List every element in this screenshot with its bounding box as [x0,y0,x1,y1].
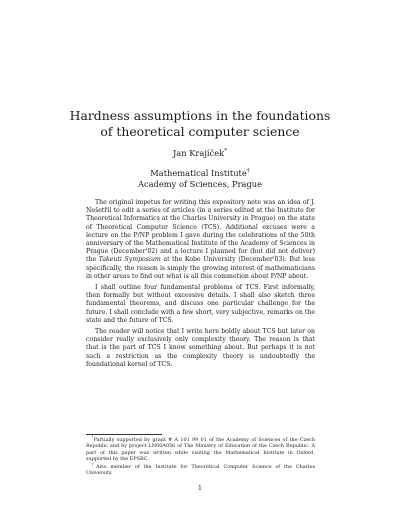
author-footnote-mark: * [224,148,228,155]
affiliation-footnote-mark: † [246,168,250,175]
footnote-2-text: Also member of the Institute for Theoretical Computer Science of the Charles University. [86,463,315,477]
footnote-1 [86,437,315,463]
footnote-1-text: Partially supported by grant # A 101 99 01 of the Academy of Sciences of the Czech Republic and by project LN00A056 of The Ministry of Education of the Czech Republic. A part of this paper was written while visiting the Mathematical Institute in Oxford, supported by the EPSRC. [86,437,315,463]
author [60,148,340,159]
footnotes [86,437,315,477]
paragraph-2: I shall outline four fundamental problems of TCS. First informally, then formally but without excessive details. I shall also sketch three fundamental theorems, and discuss one particular challenge for the future. I shall conclude with a few short, very subjective, remarks on the state and the future of TCS. [86,284,315,324]
author-name: Jan Krajíček [172,148,225,158]
paper-title [60,108,340,140]
paragraph-1-emphasis: Takeuti Symposium [98,256,161,264]
affiliation-line-1: Mathematical Institute [150,168,247,178]
paper-body [86,199,315,372]
paragraph-1-text-b: at the Kobe University (December'03). But less specifically, the reason is simply the growing interest of mathematicians in other areas to find out what is all this commotion about P/NP about. [86,256,315,280]
affiliation-line-2: Academy of Sciences, Prague [137,178,263,189]
footnote-2 [86,464,315,477]
footnote-1-mark: * [92,435,94,440]
paragraph-3: The reader will notice that I write here boldly about TCS but later on consider really exclusively only complexity theory. The reason is that that is the part of TCS I know something about. But perhaps it is not such a restriction as the complexity theory is undoubtedly the foundational kernel of TCS. [86,328,315,368]
title-line-1: Hardness assumptions in the foundations [69,108,331,123]
paragraph-1-text-a: The original impetus for writing this expository note was an idea of J. Nešetřil to edit a series of articles (in a series edited at the Institute for Theoretical Informatics at the Charles University in Prague) on the state of Theoretical Computer Science (TCS). Additional excuses were a lecture on the P/NP problem I gave during the celebrations of the 50th anniversary of the Mathematical Institute of the Academy of Sciences in Prague (December'02) and a lecture I planned for (but did not deliver) the [86,199,315,264]
affiliation [60,168,340,189]
footnote-2-mark: † [92,462,97,466]
footnote-rule [86,434,162,435]
page-number: 1 [197,484,203,492]
paragraph-1 [86,199,315,281]
title-line-2: of theoretical computer science [100,124,300,139]
